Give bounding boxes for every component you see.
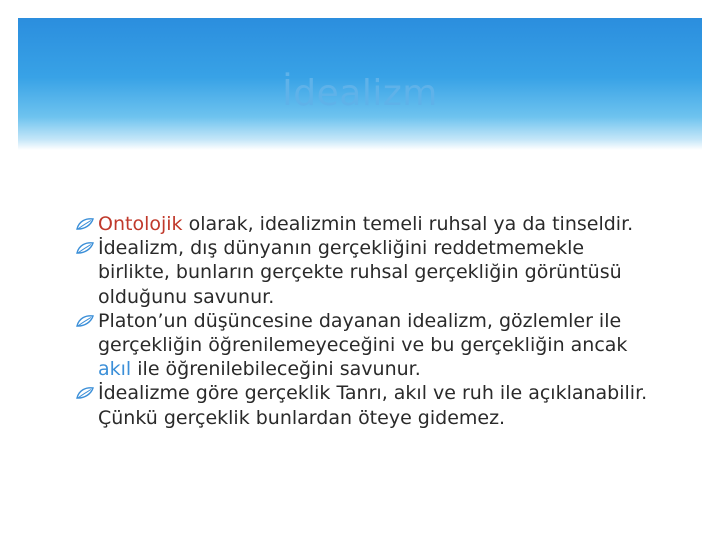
highlight-akil: akıl [98,358,132,381]
bullet-text-4: İdealizme göre gerçeklik Tanrı, akıl ve ruh ile açıklanabilir. Çünkü gerçeklik bunlardan öteye gidemez. [98,382,648,429]
slide-title: İdealizm [282,73,438,114]
leaf-bullet-icon [76,241,94,255]
bullet-item-4 [76,381,656,429]
bullet-item-2 [76,236,656,309]
bullet-item-3 [76,309,656,382]
leaf-bullet-icon [76,314,94,328]
leaf-bullet-icon [76,217,94,231]
title-banner [18,18,702,150]
bullet-item-1 [76,212,656,236]
bullet-text-2: İdealizm, dış dünyanın gerçekliğini reddetmemekle birlikte, bunların gerçekte ruhsal gerçekliğin görüntüsü olduğunu savunur. [98,237,622,308]
bullet-text-3-after: ile öğrenilebileceğini savunur. [131,358,421,381]
leaf-bullet-icon [76,386,94,400]
bullet-text-3-before: Platon’un düşüncesine dayanan idealizm, gözlemler ile gerçekliğin öğrenilemeyeceğini ve bu gerçekliğin ancak [98,309,628,357]
bullet-list [76,212,656,430]
bullet-text-1: olarak, idealizmin temeli ruhsal ya da tinseldir. [182,213,634,235]
highlight-ontolojik: Ontolojik [98,213,183,235]
